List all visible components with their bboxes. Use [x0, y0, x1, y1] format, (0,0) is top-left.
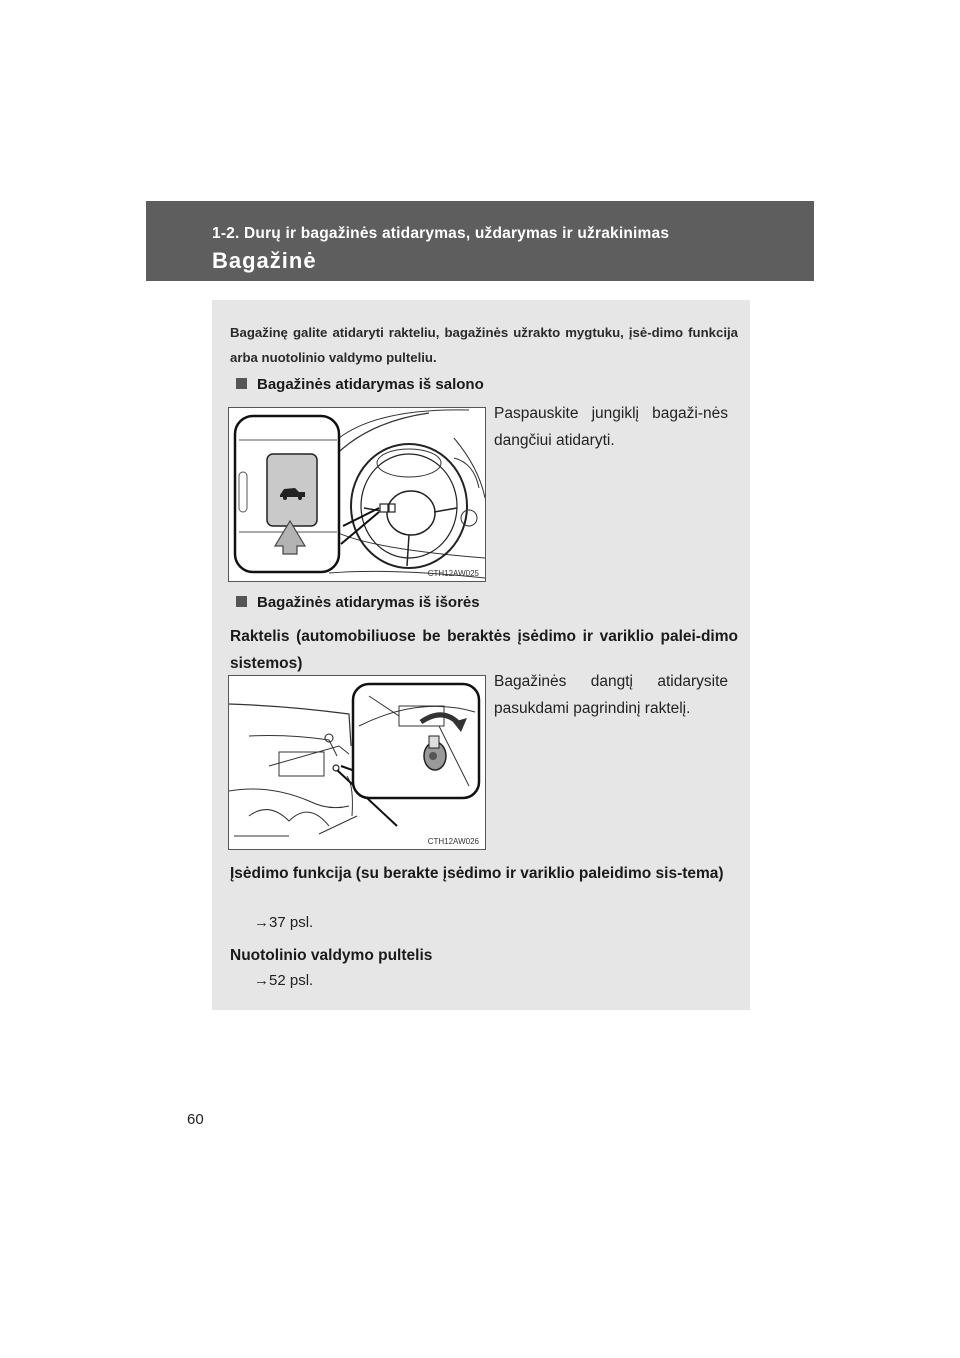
square-bullet-icon [236, 378, 247, 389]
dashboard-switch-illustration [229, 408, 485, 581]
chapter-header [146, 201, 814, 281]
section2-heading [236, 594, 480, 611]
entry-function-heading: Įsėdimo funkcija (su berakte įsėdimo ir variklio paleidimo sis-tema) [230, 865, 724, 882]
remote-heading: Nuotolinio valdymo pultelis [230, 947, 433, 964]
figure-code: CTH12AW026 [427, 837, 479, 846]
key-heading: Raktelis (automobiliuose be beraktės įsėdimo ir variklio palei-dimo sistemos) [230, 628, 738, 672]
entry-function-ref: →37 psl. [254, 914, 314, 931]
figure-code: CTH12AW025 [427, 569, 479, 578]
intro-text: Bagažinę galite atidaryti rakteliu, bagažinės užrakto mygtuku, įsė-dimo funkcija arba nuotolinio valdymo pulteliu. [230, 325, 738, 365]
section1-heading [236, 376, 484, 393]
key-text: Bagažinės dangtį atidarysite pasukdami pagrindinį raktelį. [494, 673, 728, 717]
square-bullet-icon [236, 596, 247, 607]
remote-ref: →52 psl. [254, 972, 314, 989]
figure-interior-switch [228, 407, 486, 582]
page-title: Bagažinė [212, 248, 317, 273]
page-number: 60 [187, 1111, 204, 1128]
section-subtitle: 1-2. Durų ir bagažinės atidarymas, uždarymas ir užrakinimas [212, 225, 670, 242]
figure-trunk-key [228, 675, 486, 850]
section1-text: Paspauskite jungiklį bagaži-nės dangčiui atidaryti. [494, 405, 728, 449]
section2-heading-text: Bagažinės atidarymas iš išorės [257, 594, 480, 611]
content-panel [212, 300, 750, 1010]
trunk-keyhole-illustration [229, 676, 485, 849]
section1-heading-text: Bagažinės atidarymas iš salono [257, 376, 484, 393]
